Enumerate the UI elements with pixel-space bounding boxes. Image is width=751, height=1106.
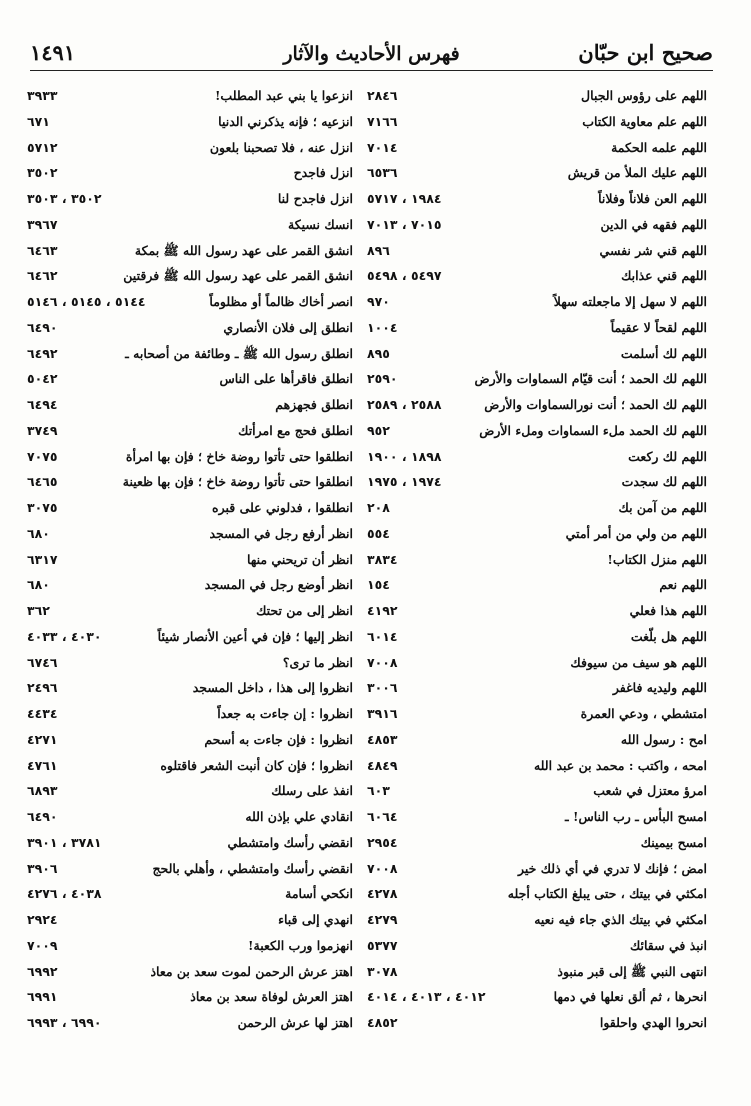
hadith-reference-numbers: ٤٧٦١: [27, 757, 58, 773]
hadith-text: اللهم لك سجدت: [621, 474, 707, 490]
hadith-reference-numbers: ٦٤٩٠: [27, 809, 58, 824]
hadith-reference-numbers: ٢٩٢٤: [27, 912, 58, 927]
hadith-reference-numbers: ٥٧١٢: [27, 139, 58, 155]
index-entry: [27, 1010, 353, 1036]
hadith-reference-numbers: ٣٧٨١ ، ٣٩٠١: [27, 834, 102, 850]
hadith-text: اللهم من ولي من أمر أمتي: [565, 525, 707, 541]
hadith-reference-numbers: ٢٥٩٠: [367, 371, 398, 387]
hadith-reference-numbers: ٤٨٥٣: [367, 731, 398, 747]
hadith-reference-numbers: ٦٨٠: [27, 577, 50, 593]
hadith-text: امحه ، واكتب : محمد بن عبد الله: [533, 757, 707, 773]
hadith-reference-numbers: ٥٥٤: [367, 525, 390, 541]
index-entry: [367, 804, 707, 830]
hadith-text: اللهم لا سهل إلا ماجعلته سهلاً: [553, 294, 707, 309]
hadith-reference-numbers: ٦٤٩٤: [27, 397, 58, 412]
hadith-reference-numbers: ٤٢٧٨: [367, 886, 398, 902]
hadith-reference-numbers: ٢٤٩٦: [27, 680, 58, 696]
index-entry: [367, 263, 707, 289]
hadith-text: انظروا إلى هذا ، داخل المسجد: [192, 680, 353, 696]
index-entry: [27, 469, 353, 495]
hadith-text: انظر ما ترى؟: [282, 654, 353, 670]
hadith-reference-numbers: ٦٤٦٢: [27, 268, 58, 284]
hadith-text: اللهم لك الحمد ؛ أنت قيّام السماوات والأرض: [474, 371, 707, 387]
hadith-text: انشق القمر على عهد رسول الله ﷺ فرقتين: [123, 268, 353, 284]
index-entry: [27, 624, 353, 650]
hadith-text: اللهم العن فلاناً وفلاناً: [598, 191, 707, 206]
hadith-text: انظر أرفع رجل في المسجد: [209, 525, 353, 541]
index-entry: [367, 753, 707, 779]
book-title: صحيح ابن حبّان: [578, 40, 713, 65]
hadith-text: اللهم هذا فعلي: [629, 603, 707, 618]
hadith-text: انطلقوا حتى تأتوا روضة خاخ ؛ فإن بها امرأة: [125, 448, 353, 464]
index-entry: [27, 933, 353, 959]
hadith-reference-numbers: ١٩٨٤ ، ٥٧١٧: [367, 191, 442, 206]
hadith-text: اللهم فقهه في الدين: [600, 216, 707, 232]
hadith-reference-numbers: ٢٩٥٤: [367, 834, 398, 850]
hadith-text: اللهم علم معاوية الكتاب: [582, 113, 707, 129]
hadith-text: انظر إلى من تحتك: [256, 603, 353, 618]
hadith-reference-numbers: ٨٩٦: [367, 242, 390, 258]
hadith-reference-numbers: ٦٩٩٢: [27, 963, 58, 979]
hadith-text: اهتز العرش لوفاة سعد بن معاذ: [190, 989, 353, 1005]
hadith-reference-numbers: ٦٩٩١: [27, 989, 58, 1005]
index-entry: [27, 444, 353, 470]
hadith-reference-numbers: ٦٤٦٣: [27, 242, 58, 258]
hadith-reference-numbers: ٧٠٧٥: [27, 448, 58, 464]
hadith-text: امتشطي ، ودعي العمرة: [580, 706, 707, 721]
hadith-reference-numbers: ٤٠٣٨ ، ٤٢٧٦: [27, 886, 102, 902]
index-entry: [27, 289, 353, 315]
hadith-text: اللهم قني شر نفسي: [599, 242, 707, 258]
index-entry: [367, 495, 707, 521]
hadith-text: انحروا الهدي واحلقوا: [599, 1015, 707, 1030]
hadith-text: انظر إليها ؛ فإن في أعين الأنصار شيئاً: [157, 628, 353, 644]
hadith-reference-numbers: ٣٧٤٩: [27, 422, 58, 438]
index-entry: [367, 186, 707, 212]
hadith-reference-numbers: ٩٥٢: [367, 422, 390, 438]
index-entry: [27, 109, 353, 135]
hadith-text: انظروا ؛ فإن كان أنبت الشعر فاقتلوه: [160, 757, 353, 773]
hadith-reference-numbers: ٢٠٨: [367, 500, 390, 515]
index-entry: [367, 315, 707, 341]
index-entry: [27, 495, 353, 521]
hadith-text: انسك نسيكة: [288, 216, 353, 232]
index-entry: [367, 856, 707, 882]
hadith-text: اللهم منزل الكتاب!: [607, 551, 707, 567]
index-entry: [367, 289, 707, 315]
index-entry: [367, 830, 707, 856]
hadith-reference-numbers: ٥٤٩٧ ، ٥٤٩٨: [367, 268, 442, 284]
hadith-text: انهدي إلى قباء: [278, 912, 353, 927]
right-index-column: [367, 83, 707, 1036]
hadith-reference-numbers: ٧٠١٤: [367, 139, 398, 155]
index-entry: [27, 238, 353, 264]
hadith-reference-numbers: ٨٩٥: [367, 345, 390, 361]
hadith-text: انصر أخاك ظالماً أو مظلوماً: [209, 294, 353, 309]
hadith-text: اللهم هل بلّغت: [630, 628, 707, 644]
hadith-text: اللهم لقحاً لا عقيماً: [610, 319, 707, 335]
hadith-reference-numbers: ٤٢٧١: [27, 731, 58, 747]
index-entry: [367, 83, 707, 109]
index-entry: [27, 160, 353, 186]
hadith-reference-numbers: ١٨٩٨ ، ١٩٠٠: [367, 448, 442, 464]
hadith-reference-numbers: ٧٠٠٩: [27, 937, 58, 953]
index-entry: [367, 469, 707, 495]
index-entry: [367, 650, 707, 676]
index-entry: [27, 804, 353, 830]
hadith-text: امسح بيمينك: [640, 834, 707, 850]
hadith-text: انحرها ، ثم ألق نعلها في دمها: [553, 989, 707, 1005]
hadith-reference-numbers: ١٠٠٤: [367, 319, 398, 335]
hadith-reference-numbers: ٣٠٧٥: [27, 500, 58, 515]
index-entry: [27, 907, 353, 933]
hadith-text: امض ؛ فإنك لا تدري في أي ذلك خير: [517, 860, 707, 876]
index-entry: [27, 212, 353, 238]
hadith-text: انزل فاجدح: [293, 165, 353, 181]
hadith-reference-numbers: ٣٩٦٧: [27, 216, 58, 232]
hadith-text: اللهم عليك الملأ من قريش: [567, 165, 707, 181]
hadith-text: انظروا : إن جاءت به جعداً: [217, 706, 353, 721]
hadith-reference-numbers: ٣٦٢: [27, 603, 50, 618]
hadith-text: انطلق إلى فلان الأنصاري: [223, 319, 353, 335]
hadith-text: انتهى النبي ﷺ إلى قبر منبوذ: [557, 963, 707, 979]
index-entry: [27, 959, 353, 985]
hadith-reference-numbers: ٤٢٧٩: [367, 912, 398, 927]
index-entry: [27, 83, 353, 109]
index-entry: [27, 572, 353, 598]
hadith-reference-numbers: ٦٥٣٦: [367, 165, 398, 181]
hadith-text: اللهم نعم: [659, 577, 707, 593]
hadith-reference-numbers: ٧٠٠٨: [367, 860, 398, 876]
index-entry: [27, 521, 353, 547]
hadith-text: انهزموا ورب الكعبة!: [248, 937, 353, 953]
hadith-text: اللهم لك الحمد ؛ أنت نورالسماوات والأرض: [484, 397, 707, 412]
hadith-reference-numbers: ٧١٦٦: [367, 113, 398, 129]
index-entry: [27, 675, 353, 701]
index-entry: [27, 341, 353, 367]
hadith-text: انزل فاجدح لنا: [277, 191, 353, 206]
hadith-reference-numbers: ٤٨٤٩: [367, 757, 398, 773]
hadith-reference-numbers: ١٥٤: [367, 577, 390, 593]
hadith-reference-numbers: ١٩٧٤ ، ١٩٧٥: [367, 474, 442, 490]
hadith-reference-numbers: ٦٧١: [27, 113, 50, 129]
index-entry: [27, 727, 353, 753]
hadith-text: انطلقوا حتى تأتوا روضة خاخ ؛ فإن بها ظعينة: [122, 474, 353, 490]
hadith-reference-numbers: ٤٠٣٠ ، ٤٠٣٣: [27, 628, 102, 644]
index-entry: [367, 675, 707, 701]
index-entry: [27, 830, 353, 856]
hadith-text: اهتز لها عرش الرحمن: [237, 1015, 353, 1030]
index-entry: [27, 856, 353, 882]
hadith-text: امح : رسول الله: [620, 731, 707, 747]
hadith-text: اللهم على رؤوس الجبال: [581, 88, 707, 103]
hadith-text: اللهم لك الحمد ملء السماوات وملء الأرض: [479, 422, 707, 438]
hadith-text: اللهم من آمن بك: [618, 500, 707, 515]
hadith-reference-numbers: ٣٩١٦: [367, 706, 398, 721]
index-entry: [27, 135, 353, 161]
hadith-text: اللهم وليديه فاغفر: [612, 680, 707, 696]
index-entry: [367, 701, 707, 727]
hadith-text: اللهم لك أسلمت: [620, 345, 707, 361]
hadith-text: انقضي رأسك وامتشطي: [227, 834, 353, 850]
index-entry: [27, 186, 353, 212]
index-entry: [27, 984, 353, 1010]
hadith-reference-numbers: ٣٩٠٦: [27, 860, 58, 876]
hadith-text: امكثي في بيتك الذي جاء فيه نعيه: [534, 912, 707, 927]
hadith-text: انقادي علي بإذن الله: [245, 809, 353, 824]
index-entry: [367, 135, 707, 161]
index-entry: [367, 907, 707, 933]
index-entry: [27, 598, 353, 624]
hadith-text: اللهم علمه الحكمة: [611, 139, 707, 155]
index-entry: [367, 521, 707, 547]
index-entry: [367, 418, 707, 444]
index-entry: [367, 624, 707, 650]
index-entry: [367, 444, 707, 470]
hadith-text: امكثي في بيتك ، حتى يبلغ الكتاب أجله: [507, 886, 707, 902]
hadith-text: انطلق فجهزهم: [275, 397, 353, 412]
index-entry: [367, 547, 707, 573]
page-number: ١٤٩١: [30, 40, 76, 65]
hadith-reference-numbers: ٣٠٧٨: [367, 963, 398, 979]
hadith-reference-numbers: ٤١٩٢: [367, 603, 398, 618]
index-entry: [367, 933, 707, 959]
hadith-text: اللهم لك ركعت: [628, 448, 707, 464]
index-entry: [367, 727, 707, 753]
index-entry: [27, 315, 353, 341]
hadith-reference-numbers: ٦٣١٧: [27, 551, 58, 567]
index-entry: [27, 418, 353, 444]
hadith-reference-numbers: ٤٤٣٤: [27, 706, 58, 721]
index-entry: [27, 778, 353, 804]
index-entry: [27, 547, 353, 573]
hadith-text: انفذ على رسلك: [271, 783, 353, 799]
hadith-text: اللهم قني عذابك: [621, 268, 707, 284]
hadith-reference-numbers: ٩٧٠: [367, 294, 390, 309]
index-entry: [367, 778, 707, 804]
hadith-reference-numbers: ٧٠٠٨: [367, 654, 398, 670]
index-entry: [27, 753, 353, 779]
index-entry: [367, 238, 707, 264]
hadith-text: انطلق رسول الله ﷺ ـ وطائفة من أصحابه ـ: [125, 345, 353, 361]
hadith-text: انطلق فحج مع امرأتك: [238, 422, 353, 438]
section-title: فهرس الأحاديث والآثار: [283, 43, 460, 65]
index-entry: [367, 959, 707, 985]
hadith-text: انطلق فاقرأها على الناس: [219, 371, 353, 387]
hadith-reference-numbers: ٥٣٧٧: [367, 937, 398, 953]
hadith-reference-numbers: ٣٠٠٦: [367, 680, 398, 696]
hadith-reference-numbers: ٣٥٠٢: [27, 165, 58, 181]
index-entry: [27, 701, 353, 727]
hadith-reference-numbers: ٦٠١٤: [367, 628, 398, 644]
hadith-reference-numbers: ٥١٤٤ ، ٥١٤٥ ، ٥١٤٦: [27, 294, 146, 309]
hadith-text: اللهم هو سيف من سيوفك: [570, 654, 707, 670]
left-index-column: [27, 83, 353, 1036]
index-entry: [367, 572, 707, 598]
index-entry: [27, 263, 353, 289]
hadith-reference-numbers: ٦٨٠: [27, 525, 50, 541]
hadith-text: انزعيه ؛ فإنه يذكرني الدنيا: [218, 113, 353, 129]
hadith-reference-numbers: ٦٠٦٤: [367, 809, 398, 824]
index-entry: [27, 366, 353, 392]
index-entry: [367, 984, 707, 1010]
index-entry: [367, 160, 707, 186]
hadith-text: انبذ في سقائك: [629, 937, 707, 953]
hadith-reference-numbers: ٦٩٩٠ ، ٦٩٩٣: [27, 1015, 102, 1030]
hadith-reference-numbers: ٢٥٨٨ ، ٢٥٨٩: [367, 397, 442, 412]
hadith-reference-numbers: ٦٤٩٠: [27, 319, 58, 335]
index-entry: [367, 881, 707, 907]
hadith-reference-numbers: ٦٤٦٥: [27, 474, 58, 490]
hadith-text: اهتز عرش الرحمن لموت سعد بن معاذ: [150, 963, 353, 979]
index-entry: [367, 109, 707, 135]
hadith-text: انطلقوا ، فدلوني على قبره: [212, 500, 353, 515]
index-entry: [367, 366, 707, 392]
index-entry: [27, 392, 353, 418]
hadith-text: انظروا : فإن جاءت به أسحم: [204, 731, 353, 747]
hadith-text: امرؤ معتزل في شعب: [593, 783, 707, 799]
hadith-reference-numbers: ٦٨٩٣: [27, 783, 58, 799]
page-header: [30, 30, 713, 71]
hadith-reference-numbers: ٥٠٤٢: [27, 371, 58, 387]
hadith-text: انظر أوضع رجل في المسجد: [204, 577, 353, 593]
hadith-text: انزل عنه ، فلا تصحبنا بلعون: [209, 139, 353, 155]
hadith-text: انكحي أسامة: [285, 886, 353, 902]
index-entry: [367, 392, 707, 418]
hadith-text: انقضي رأسك وامتشطي ، وأهلي بالحج: [152, 860, 353, 876]
index-entry: [27, 881, 353, 907]
hadith-text: انشق القمر على عهد رسول الله ﷺ بمكة: [134, 242, 353, 258]
hadith-reference-numbers: ٧٠١٥ ، ٧٠١٣: [367, 216, 442, 232]
hadith-text: انزعوا يا بني عبد المطلب!: [214, 88, 353, 103]
hadith-reference-numbers: ٦٤٩٢: [27, 345, 58, 361]
index-entry: [367, 598, 707, 624]
hadith-reference-numbers: ٢٨٤٦: [367, 88, 398, 103]
index-entry: [367, 1010, 707, 1036]
hadith-reference-numbers: ٣٥٠٢ ، ٣٥٠٣: [27, 191, 102, 206]
hadith-reference-numbers: ٣٨٣٤: [367, 551, 398, 567]
hadith-text: امسح البأس ـ رب الناس! ـ: [564, 809, 707, 824]
hadith-text: انظر أن تريحني منها: [247, 551, 353, 567]
hadith-reference-numbers: ٤٠١٢ ، ٤٠١٣ ، ٤٠١٤: [367, 989, 486, 1005]
hadith-reference-numbers: ٦٧٤٦: [27, 654, 58, 670]
index-entry: [367, 212, 707, 238]
index-entry: [27, 650, 353, 676]
hadith-reference-numbers: ٣٩٣٣: [27, 88, 58, 103]
hadith-reference-numbers: ٤٨٥٢: [367, 1015, 398, 1030]
index-entry: [367, 341, 707, 367]
hadith-reference-numbers: ٦٠٣: [367, 783, 390, 799]
